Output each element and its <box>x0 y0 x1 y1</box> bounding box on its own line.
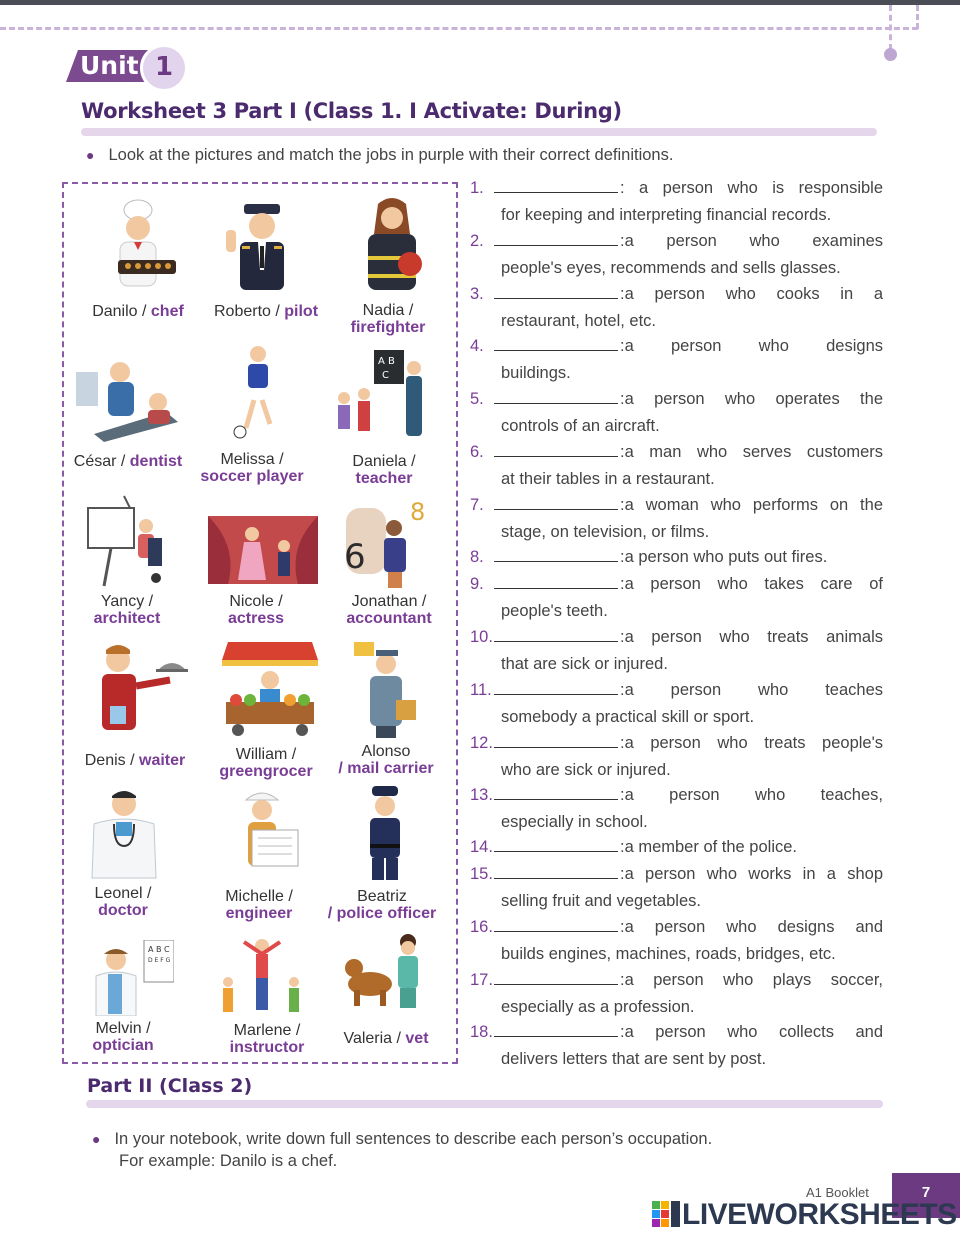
item-number: 18. <box>470 1023 493 1041</box>
person-name: Valeria / <box>343 1030 406 1047</box>
definition-3 <box>470 281 883 334</box>
answer-blank[interactable] <box>494 840 618 852</box>
caption-greengrocer <box>206 746 326 780</box>
item-number: 17. <box>470 971 493 989</box>
svg-text:6: 6 <box>344 537 366 577</box>
definition-text-cont: people's teeth. <box>501 601 608 620</box>
answer-blank[interactable] <box>494 630 618 642</box>
answer-blank[interactable] <box>494 683 618 695</box>
definition-text: :a person who teaches, <box>620 786 883 804</box>
caption-vet <box>330 1030 442 1047</box>
answer-blank[interactable] <box>494 234 618 246</box>
definition-11 <box>470 677 883 730</box>
item-number: 3. <box>470 285 484 303</box>
definition-text: :a person who treats animals <box>620 628 883 646</box>
caption-mail-carrier <box>330 743 442 777</box>
mail-carrier-picture <box>354 640 426 740</box>
person-name: César / <box>73 453 130 470</box>
person-name: Nicole / <box>229 593 283 610</box>
item-number: 6. <box>470 443 484 461</box>
person-name: Beatriz <box>357 888 407 905</box>
answer-blank[interactable] <box>494 577 618 589</box>
definition-text: :a person who designs and <box>620 918 883 936</box>
job-word: vet <box>405 1030 429 1047</box>
definition-text-cont: who are sick or injured. <box>501 760 671 779</box>
caption-waiter <box>70 752 200 769</box>
svg-text:A B: A B <box>378 356 395 367</box>
caption-teacher <box>334 453 434 487</box>
definition-text-cont: stage, on television, or films. <box>501 522 710 541</box>
definition-text-cont: at their tables in a restaurant. <box>501 469 715 488</box>
definition-text-cont: builds engines, machines, roads, bridges, etc. <box>501 944 836 963</box>
definition-14 <box>470 834 883 861</box>
definition-text-cont: especially in school. <box>501 812 648 831</box>
worksheet-title: Worksheet 3 Part I (Class 1. I Activate: During) <box>81 99 622 123</box>
definition-text-cont: somebody a practical skill or sport. <box>501 707 755 726</box>
definition-text: :a person who puts out fires. <box>620 548 828 566</box>
definition-1 <box>470 175 883 228</box>
svg-text:A B C: A B C <box>148 945 170 954</box>
definition-text-cont: for keeping and interpreting financial records. <box>501 205 832 224</box>
answer-blank[interactable] <box>494 445 618 457</box>
liveworksheets-logo-icon <box>652 1201 682 1229</box>
actress-picture <box>208 516 318 584</box>
definition-text-cont: delivers letters that are sent by post. <box>501 1049 767 1068</box>
definition-7 <box>470 492 883 545</box>
teacher-picture <box>334 348 430 442</box>
caption-actress <box>204 593 308 627</box>
item-number: 9. <box>470 575 484 593</box>
definition-12 <box>470 730 883 783</box>
part2-example: For example: Danilo is a chef. <box>119 1152 338 1170</box>
part2-instruction <box>92 1130 712 1149</box>
definition-text-cont: especially as a profession. <box>501 997 695 1016</box>
caption-instructor <box>212 1022 322 1056</box>
optician-picture <box>90 940 174 1016</box>
job-word: soccer player <box>200 468 304 485</box>
page-number: 7 <box>921 1184 931 1201</box>
job-word: dentist <box>129 453 183 470</box>
job-word: teacher <box>355 470 413 487</box>
job-word: doctor <box>98 902 148 919</box>
definition-text: :a man who serves customers <box>620 443 883 461</box>
caption-accountant <box>334 593 444 627</box>
answer-blank[interactable] <box>494 181 618 193</box>
definition-text: : a person who is responsible <box>620 179 883 197</box>
job-word: accountant <box>346 610 432 627</box>
title-underline <box>81 128 877 136</box>
pilot-picture <box>222 200 302 292</box>
answer-blank[interactable] <box>494 339 618 351</box>
item-number: 12. <box>470 734 493 752</box>
item-number: 16. <box>470 918 493 936</box>
pin-dot <box>884 48 897 61</box>
definition-15 <box>470 861 883 914</box>
item-number: 13. <box>470 786 493 804</box>
vet-picture <box>340 932 426 1012</box>
definition-16 <box>470 914 883 967</box>
item-number: 15. <box>470 865 493 883</box>
definition-2 <box>470 228 883 281</box>
definition-4 <box>470 333 883 386</box>
svg-text:C: C <box>382 370 389 381</box>
caption-firefighter <box>333 302 443 336</box>
svg-text:D E F G: D E F G <box>148 957 171 964</box>
definition-text: :a woman who performs on the <box>620 496 883 514</box>
definition-text-cont: people's eyes, recommends and sells glasses. <box>501 258 841 277</box>
accountant-picture <box>338 498 432 590</box>
job-word: waiter <box>139 752 186 769</box>
definition-text: :a member of the police. <box>620 838 798 856</box>
definition-text: :a person who treats people's <box>620 734 883 752</box>
answer-blank[interactable] <box>494 392 618 404</box>
item-number: 7. <box>470 496 484 514</box>
definition-text: :a person who collects and <box>620 1023 883 1041</box>
definition-text-cont: controls of an aircraft. <box>501 416 660 435</box>
part2-title: Part II (Class 2) <box>87 1075 253 1097</box>
definition-18 <box>470 1019 883 1072</box>
greengrocer-picture <box>218 640 322 738</box>
definition-8 <box>470 544 883 571</box>
person-name: Leonel / <box>94 885 152 902</box>
person-name: Marlene / <box>233 1022 301 1039</box>
dashed-pin-line <box>889 5 892 50</box>
job-word: / mail carrier <box>338 760 434 777</box>
job-word: instructor <box>229 1039 305 1056</box>
instruction <box>86 146 673 165</box>
item-number: 1. <box>470 179 484 197</box>
person-name: Daniela / <box>352 453 416 470</box>
definition-text-cont: restaurant, hotel, etc. <box>501 311 657 330</box>
bullet-dot: ● <box>92 1131 101 1147</box>
answer-blank[interactable] <box>494 498 618 510</box>
instruction-text: Look at the pictures and match the jobs in purple with their correct definitions. <box>108 146 674 164</box>
firefighter-picture <box>356 194 428 294</box>
svg-text:8: 8 <box>410 498 426 526</box>
definition-text: :a person who designs <box>620 337 883 355</box>
person-name: Melvin / <box>95 1020 151 1037</box>
item-number: 10. <box>470 628 493 646</box>
job-word: engineer <box>225 905 293 922</box>
item-number: 2. <box>470 232 484 250</box>
answer-blank[interactable] <box>494 736 618 748</box>
person-name: Michelle / <box>225 888 293 905</box>
item-number: 8. <box>470 548 484 566</box>
booklet-label: A1 Booklet <box>806 1185 869 1200</box>
definition-text: :a person who works in a shop <box>620 865 883 883</box>
part2-instruction-text: In your notebook, write down full sentences to describe each person’s occupation. <box>114 1130 713 1148</box>
caption-pilot <box>200 303 332 320</box>
job-word: chef <box>150 303 184 320</box>
definition-text: :a person who takes care of <box>620 575 883 593</box>
unit-number: 1 <box>154 52 174 82</box>
job-word: pilot <box>284 303 319 320</box>
definition-10 <box>470 624 883 677</box>
person-name: Denis / <box>84 752 139 769</box>
architect-picture <box>84 494 168 590</box>
instructor-picture <box>214 938 306 1018</box>
job-word: firefighter <box>350 319 426 336</box>
answer-blank[interactable] <box>494 920 618 932</box>
part2-underline <box>86 1100 883 1108</box>
liveworksheets-logo-text: LIVEWORKSHEETS <box>682 1198 957 1231</box>
caption-dentist <box>64 453 192 470</box>
person-name: Yancy / <box>100 593 154 610</box>
job-word: / police officer <box>327 905 437 922</box>
item-number: 4. <box>470 337 484 355</box>
definition-text: :a person who examines <box>620 232 883 250</box>
dashed-border-corner <box>916 5 919 29</box>
definition-13 <box>470 782 883 835</box>
waiter-picture <box>92 640 192 732</box>
soccer-player-picture <box>228 344 288 442</box>
dashed-border-top <box>0 27 918 30</box>
definition-17 <box>470 967 883 1020</box>
person-name: Jonathan / <box>351 593 427 610</box>
person-name: Roberto / <box>213 303 285 320</box>
unit-label: Unit <box>80 51 139 80</box>
job-word: optician <box>92 1037 154 1054</box>
top-bar <box>0 0 960 5</box>
answer-blank[interactable] <box>494 287 618 299</box>
caption-optician <box>70 1020 176 1054</box>
definition-5 <box>470 386 883 439</box>
definition-text: :a person who operates the <box>620 390 883 408</box>
definition-text: :a person who teaches <box>620 681 883 699</box>
person-name: Melissa / <box>220 451 284 468</box>
caption-soccer-player <box>190 451 314 485</box>
job-word: greengrocer <box>219 763 313 780</box>
answer-blank[interactable] <box>494 550 618 562</box>
definition-text: :a person who plays soccer, <box>620 971 883 989</box>
caption-chef <box>78 303 198 320</box>
definition-6 <box>470 439 883 492</box>
doctor-picture <box>84 784 174 880</box>
person-name: Danilo / <box>92 303 151 320</box>
engineer-picture <box>222 786 302 882</box>
definition-text-cont: buildings. <box>501 363 571 382</box>
definition-text-cont: selling fruit and vegetables. <box>501 891 701 910</box>
definition-text-cont: that are sick or injured. <box>501 654 668 673</box>
chef-picture <box>100 198 180 294</box>
item-number: 11. <box>470 681 492 699</box>
answer-blank[interactable] <box>494 1025 618 1037</box>
person-name: Alonso <box>361 743 411 760</box>
bullet-dot: ● <box>86 147 95 163</box>
definition-9 <box>470 571 883 624</box>
answer-blank[interactable] <box>494 788 618 800</box>
answer-blank[interactable] <box>494 973 618 985</box>
job-word: architect <box>93 610 161 627</box>
definition-text: :a person who cooks in a <box>620 285 883 303</box>
caption-doctor <box>70 885 176 919</box>
person-name: Nadia / <box>362 302 414 319</box>
caption-police-officer <box>318 888 446 922</box>
person-name: William / <box>235 746 297 763</box>
caption-engineer <box>204 888 314 922</box>
item-number: 5. <box>470 390 484 408</box>
caption-architect <box>72 593 182 627</box>
police-officer-picture <box>356 784 416 884</box>
item-number: 14. <box>470 838 493 856</box>
job-word: actress <box>227 610 285 627</box>
answer-blank[interactable] <box>494 867 618 879</box>
dentist-picture <box>74 352 184 442</box>
